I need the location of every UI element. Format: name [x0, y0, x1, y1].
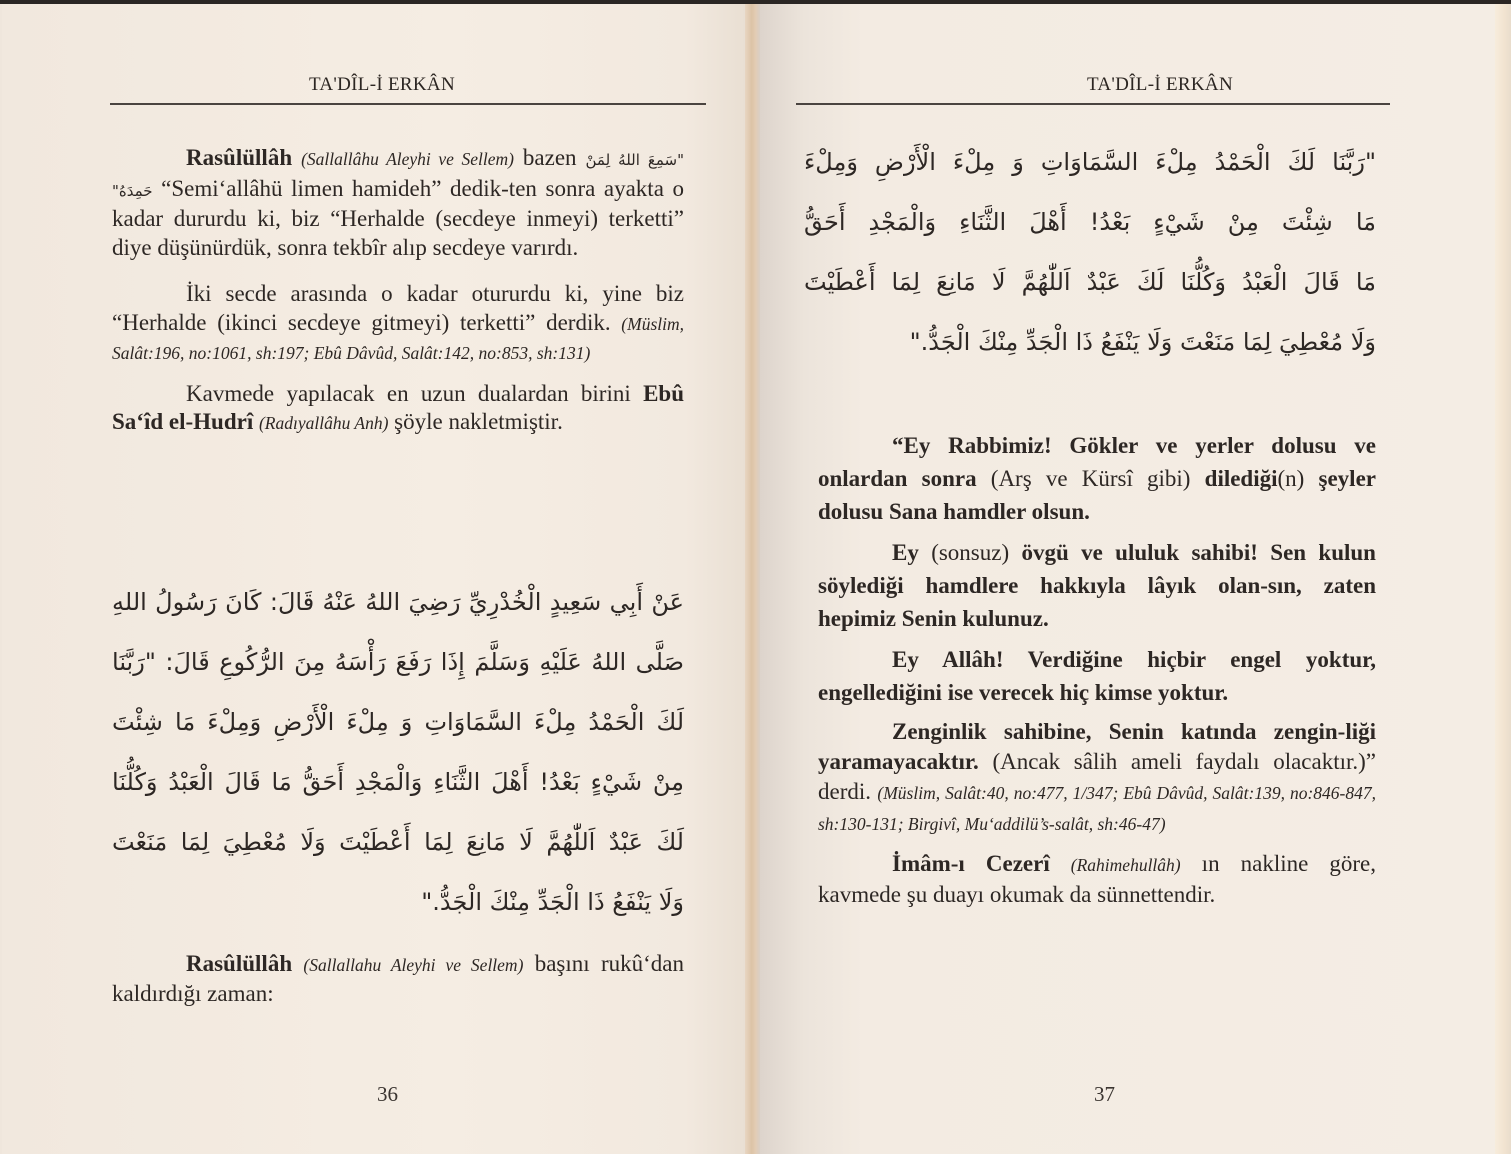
- page-number-left: 36: [377, 1082, 398, 1106]
- text: Kavmede yapılacak en uzun dualardan birini: [186, 380, 644, 406]
- header-rule-left: [110, 103, 706, 105]
- text-bold: Zenginlik sahibine, Senin katında zengin-liği yaramayacaktır.: [818, 719, 1376, 774]
- arabic-line: وَلَا مُعْطِيَ لِمَا مَنَعْتَ وَلَا يَنْفَعُ ذَا الْجَدِّ مِنْكَ الْجَدُّ.": [909, 328, 1376, 356]
- honorific: (Sallallahu Aleyhi ve Sellem): [303, 955, 524, 975]
- arabic-line: "رَبَّنَا لَكَ الْحَمْدُ مِلْءَ السَّمَاوَاتِ وَ مِلْءَ الْأَرْضِ وَمِلْءَ: [804, 148, 1376, 176]
- paragraph: [818, 536, 1376, 635]
- paragraph: [112, 380, 684, 438]
- page-edge: [1495, 4, 1511, 1154]
- text: şöyle nakletmiştir.: [388, 409, 563, 434]
- page-37: [760, 4, 1495, 1154]
- text-bold: Ey: [892, 540, 919, 565]
- paragraph: [818, 717, 1376, 839]
- paragraph: [112, 280, 684, 368]
- text: bazen: [513, 145, 586, 170]
- text: (n): [1277, 466, 1319, 491]
- text: “Semi‘allâhü limen hamideh” dedik-ten sonra ayakta o kadar dururdu ki, biz “Herhalde (secdeye inmeyi) terketti” diye düşünürdük, sonra tekbîr alıp secdeye varırdı.: [112, 175, 684, 260]
- text: (Ancak sâlih ameli faydalı olacaktır.)” derdi.: [818, 749, 1376, 804]
- text: (Arş ve Kürsî gibi): [976, 466, 1205, 491]
- left-text-block: [112, 144, 684, 438]
- header-rule-right: [796, 103, 1390, 105]
- honorific: (Rahimehullâh): [1070, 855, 1181, 875]
- text-bold: övgü ve ululuk sahibi! Sen kulun söylediği hamdlere hakkıyla lâyık olan-sın, zaten hepimiz Senin kulunuz.: [818, 540, 1376, 631]
- arabic-line: عَنْ أَبِي سَعِيدٍ الْخُدْرِيِّ رَضِيَ اللهُ عَنْهُ قَالَ: كَانَ رَسُولُ اللهِ: [112, 588, 684, 616]
- honorific: (Sallallâhu Aleyhi ve Sellem): [301, 149, 514, 169]
- person-name: Rasûlüllâh: [186, 145, 293, 170]
- person-name: İmâm-ı Cezerî: [892, 851, 1050, 876]
- text-bold: dilediği: [1204, 466, 1278, 491]
- arabic-dua-right: [804, 132, 1376, 372]
- paragraph: [818, 429, 1376, 528]
- citation: (Müslim, Salât:40, no:477, 1/347; Ebû Dâvûd, Salât:139, no:846-847, sh:130-131; Birgivî, Mu‘addilü’s-salât, sh:46-47): [818, 783, 1376, 834]
- paragraph: [818, 643, 1376, 709]
- left-text-block-2: [112, 950, 684, 1008]
- person-name: Ebû Sa‘îd el-Hudrî: [112, 380, 684, 434]
- book-gutter: [745, 4, 760, 1154]
- text: İki secde arasında o kadar otururdu ki, yine biz “Herhalde (ikinci secdeye gitmeyi) terketti” derdik.: [112, 281, 684, 335]
- arabic-line: مَا قَالَ الْعَبْدُ وَكُلُّنَا لَكَ عَبْدٌ اَللّٰهُمَّ لَا مَانِعَ لِمَا أَعْطَيْتَ: [804, 268, 1376, 296]
- arabic-line: مَا شِئْتَ مِنْ شَيْءٍ بَعْدُ! أَهْلَ الثَّنَاءِ وَالْمَجْدِ أَحَقُّ: [804, 208, 1376, 236]
- arabic-inline: "سَمِعَ اللهُ لِمَنْ حَمِدَهُ": [112, 151, 684, 200]
- paragraph: [818, 849, 1376, 910]
- arabic-line: صَلَّى اللهُ عَلَيْهِ وَسَلَّمَ إِذَا رَفَعَ رَأْسَهُ مِنَ الرُّكُوعِ قَالَ: "رَبَّنَا: [112, 648, 684, 676]
- text-bold: şeyler dolusu Sana hamdler olsun.: [818, 466, 1376, 524]
- citation: (Müslim, Salât:196, no:1061, sh:197; Ebû Dâvûd, Salât:142, no:853, sh:131): [112, 313, 684, 363]
- text: (sonsuz): [918, 540, 1022, 565]
- text: başını rukû‘dan kaldırdığı zaman:: [112, 951, 684, 1006]
- text-bold: Ey Allâh! Verdiğine hiçbir engel yoktur, engellediğini ise verecek hiç kimse yoktur.: [818, 647, 1376, 705]
- arabic-line: وَلَا يَنْفَعُ ذَا الْجَدِّ مِنْكَ الْجَدُّ.": [421, 888, 684, 916]
- arabic-line: مِنْ شَيْءٍ بَعْدُ! أَهْلَ الثَّنَاءِ وَالْمَجْدِ أَحَقُّ مَا قَالَ الْعَبْدُ وَكُلُّنَا: [112, 768, 684, 796]
- arabic-hadith-left: [112, 572, 684, 932]
- person-name: Rasûlüllâh: [186, 951, 293, 976]
- running-header-left: TA'DÎL-İ ERKÂN: [309, 74, 455, 95]
- honorific: (Radıyallâhu Anh): [258, 413, 389, 433]
- page-36: [2, 4, 745, 1154]
- paragraph: [112, 144, 684, 262]
- arabic-line: لَكَ الْحَمْدُ مِلْءَ السَّمَاوَاتِ وَ مِلْءَ الْأَرْضِ وَمِلْءَ مَا شِئْتَ: [112, 708, 684, 736]
- right-text-block: [818, 429, 1376, 910]
- page-number-right: 37: [1094, 1082, 1115, 1106]
- text-bold: “Ey Rabbimiz! Gökler ve yerler dolusu ve onlardan sonra: [818, 433, 1376, 491]
- arabic-line: لَكَ عَبْدٌ اَللّٰهُمَّ لَا مَانِعَ لِمَا أَعْطَيْتَ وَلَا مُعْطِيَ لِمَا مَنَعْتَ: [112, 828, 684, 856]
- running-header-right: TA'DÎL-İ ERKÂN: [1087, 74, 1233, 95]
- paragraph: [112, 950, 684, 1008]
- text: ın nakline göre, kavmede şu duayı okumak da sünnettendir.: [818, 851, 1376, 907]
